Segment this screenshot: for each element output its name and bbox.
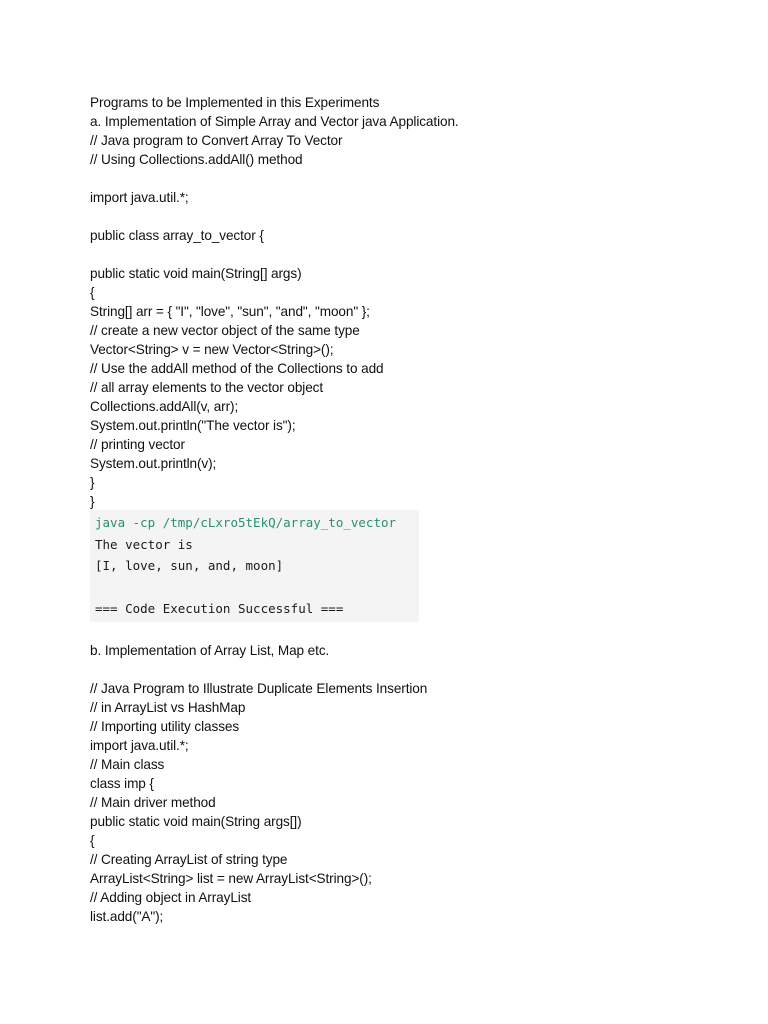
section-b-title: b. Implementation of Array List, Map etc. [90,643,330,658]
code-line: Collections.addAll(v, arr); [90,399,239,414]
code-line: } [90,494,95,509]
code-line: // all array elements to the vector object [90,380,324,395]
section-a-title: a. Implementation of Simple Array and Vector java Application. [90,114,459,129]
code-line: { [90,285,95,300]
code-line: System.out.println("The vector is"); [90,418,296,433]
code-line: // Main class [90,757,165,772]
code-line: // Importing utility classes [90,719,240,734]
console-command: java -cp /tmp/cLxro5tEkQ/array_to_vector [95,515,397,530]
code-line: public class array_to_vector { [90,228,264,243]
code-line: // Main driver method [90,795,216,810]
console-output-line: [I, love, sun, and, moon] [95,558,284,573]
code-line: // Java Program to Illustrate Duplicate Elements Insertion [90,681,428,696]
code-line: list.add("A"); [90,909,164,924]
code-line: // Using Collections.addAll() method [90,152,303,167]
code-line: } [90,475,95,490]
code-line: Vector<String> v = new Vector<String>(); [90,342,334,357]
code-line: // Adding object in ArrayList [90,890,252,905]
code-line: ArrayList<String> list = new ArrayList<String>(); [90,871,372,886]
code-line: // in ArrayList vs HashMap [90,700,246,715]
document-heading: Programs to be Implemented in this Experiments [90,95,380,110]
code-line: import java.util.*; [90,190,189,205]
console-success-message: === Code Execution Successful === [95,601,344,616]
code-line: // Creating ArrayList of string type [90,852,288,867]
code-line: // Use the addAll method of the Collections to add [90,361,384,376]
code-line: { [90,833,95,848]
code-line: // Java program to Convert Array To Vector [90,133,343,148]
code-line: // printing vector [90,437,185,452]
console-output-panel [90,510,419,622]
code-line: class imp { [90,776,154,791]
code-line: // create a new vector object of the same type [90,323,360,338]
console-output-line: The vector is [95,537,193,552]
code-line: import java.util.*; [90,738,189,753]
code-line: public static void main(String args[]) [90,814,302,829]
code-line: System.out.println(v); [90,456,217,471]
code-line: String[] arr = { "I", "love", "sun", "and", "moon" }; [90,304,370,319]
code-line: public static void main(String[] args) [90,266,302,281]
